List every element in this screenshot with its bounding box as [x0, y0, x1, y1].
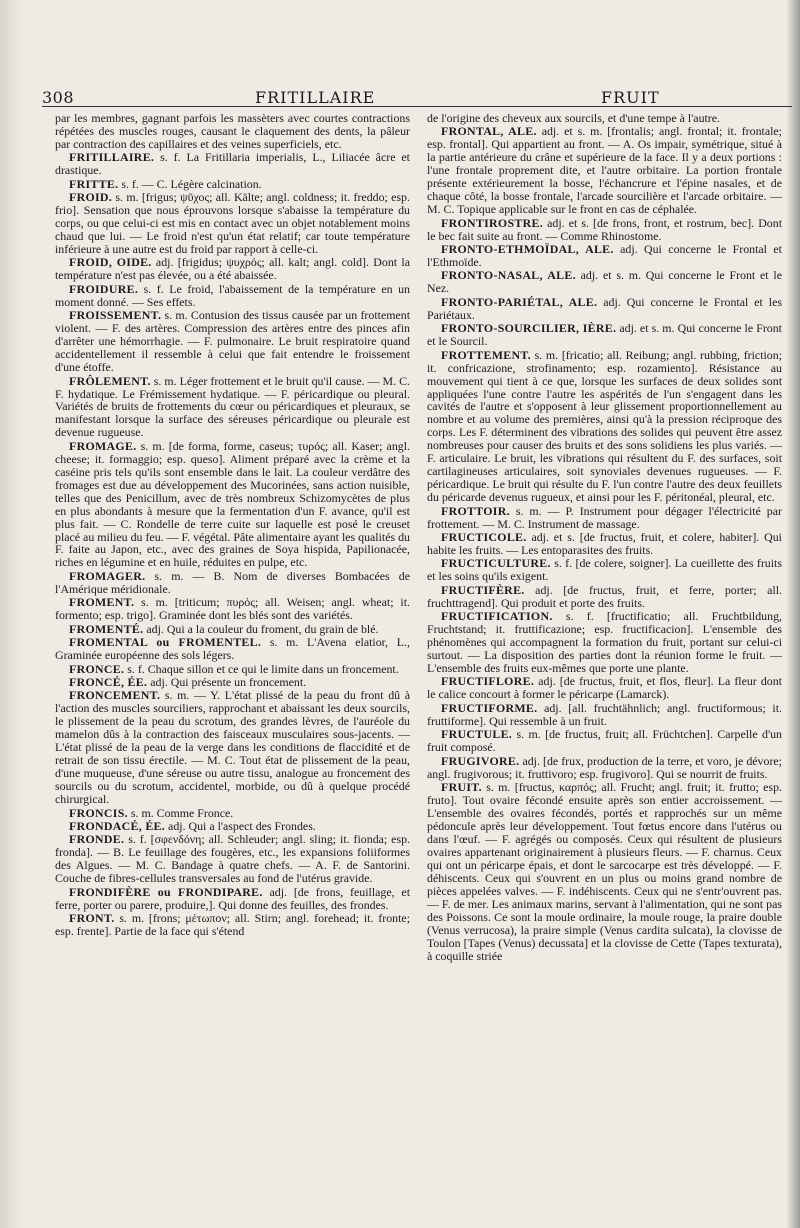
entry-text: s. m. [frigus; ψῦχος; all. Kälte; angl. coldness; it. freddo; esp. frio]. Sensation que nous éprouvons lorsque s'abaisse la température du corps, ou que celui-ci est mis en contact avec un objet notablement moins chaud que lui. — Le froid n'est qu'un état relatif; car toute température inférieure à une autre est du froid par rapport à celle-ci. [55, 190, 410, 257]
entry-text: s. f. — C. Légère calcination. [121, 176, 262, 191]
dictionary-entry [55, 440, 410, 570]
dictionary-entry [427, 557, 782, 583]
dictionary-entry [427, 217, 782, 243]
entry-headword: FRONCIS. [69, 805, 128, 820]
entry-text: s. m. — B. Nom de diverses Bombacées de l'Amérique méridionale. [55, 568, 410, 596]
entry-text: s. m. [de fructus, fruit; all. Früchtchen]. Carpelle d'un fruit composé. [427, 727, 782, 755]
dictionary-entry [55, 833, 410, 885]
entry-headword: FROTTOIR. [441, 503, 510, 518]
dictionary-entry [55, 807, 410, 820]
dictionary-entry [55, 256, 410, 282]
entry-text: de l'origine des cheveux aux sourcils, et d'une tempe à l'autre. [427, 111, 721, 125]
entry-text: s. m. [fricatio; all. Reibung; angl. rubbing, friction; it. confricazione, strofinamento; esp. rozamiento]. Résistance au mouvement qui tient à ce que, lorsque les surfaces de deux solides sont appliquées l'une contre l'autre les aspérités de l'un s'engagent dans les cavités de l'autre et s'opposent à leur glissement proportionnellement au nombre et au volume des premières, ainsi qu'à la pression réciproque des corps. Les F. déterminent des vibrations des solides qui peuvent être assez nombreuses pour causer des bruits et des sons solidiens les plus variés. — F. articulaire. Le bruit, les vibrations qui résultent du F. des surfaces, soit cartilagineuses articulaires, soit synoviales devenues rugueuses. — F. péricardique. Le bruit qui résulte du F. l'un contre l'autre des deux feuillets du péricarde devenus rugueux, et ainsi pour les F. péritonéal, pleural, etc. [427, 347, 782, 505]
header-rule [42, 106, 792, 107]
entry-headword: FRONTIROSTRE. [441, 215, 544, 230]
entry-headword: FRONTAL, ALE. [441, 124, 537, 139]
dictionary-entry [55, 820, 410, 833]
entry-text: adj. Qui a la couleur du froment, du grain de blé. [146, 621, 379, 636]
entry-text: adj. Qui concerne le Frontal et les Pariétaux. [427, 294, 782, 322]
dictionary-entry [427, 322, 782, 348]
page-left-shade [0, 0, 22, 1228]
entry-headword: FROIDURE. [69, 281, 139, 296]
entry-headword: FRONT. [69, 911, 115, 926]
entry-headword: FROMAGE. [69, 438, 137, 453]
entry-headword: FRUCTIFORME. [441, 700, 538, 715]
entry-headword: FRUCTULE. [441, 727, 513, 742]
entry-headword: FRUIT. [441, 780, 482, 795]
dictionary-entry [427, 781, 782, 962]
entry-text: s. m. [fructus, καρπός; all. Frucht; angl. fruit; it. frutto; esp. fruto]. Tout ovaire fécondé ensuite après son entier accroissement. — L'ensemble des ovaires fécondés, portés et rapprochés sur un même pédoncule après leur développement. Tout fœtus encore dans l'utérus ou dans l'œuf. — F. agrégés ou composés. Ceux qui résultent de plusieurs ovaires appartenant originairement à plusieurs fleurs. — F. charnus. Ceux qui ont un péricarpe épais, et dont le sarcocarpe est très développé. — F. déhiscents. Ceux qui s'ouvrent en un plus ou moins grand nombre de pièces appelées valves. — F. indéhiscents. Ceux qui ne s'entr'ouvrent pas. — F. de mer. Les animaux marins, servant à l'alimentation, qui ne sont pas des Poissons. Ce sont la moule ordinaire, la moule rouge, la praire double (Venus verrucosa), la praire simple (Venus cardita sulcata), la clovisse de Toulon [Tapes (Venus) decussata] et la clovisse de Cette (Tapes texturata), à coquille striée [427, 780, 782, 963]
dictionary-entry [427, 296, 782, 322]
running-head-left: FRITILLAIRE [255, 88, 376, 107]
entry-headword: FRONTO-NASAL, ALE. [441, 268, 576, 283]
dictionary-entry [55, 309, 410, 374]
entry-headword: FROISSEMENT. [69, 308, 162, 323]
entry-text: s. f. Chaque sillon et ce qui le limite dans un froncement. [127, 661, 399, 676]
entry-text: s. m. Comme Fronce. [130, 805, 234, 820]
entry-text: s. f. [de colere, soigner]. La cueillette des fruits et les soins qu'ils exigent. [427, 556, 782, 584]
entry-headword: FRÔLEMENT. [69, 373, 151, 388]
dictionary-entry [427, 702, 782, 728]
page-number: 308 [42, 88, 75, 107]
entry-text: adj. [de fructus, fruit, et flos, fleur]. La fleur dont le calice concourt à former le péricarpe (Lamarck). [427, 674, 782, 702]
entry-text: adj. Qui a l'aspect des Frondes. [168, 818, 316, 833]
entry-text: adj. [frigidus; ψυχρός; all. kalt; angl. cold]. Dont la température n'est pas élevée, ou a été abaissée. [55, 255, 410, 283]
dictionary-entry [427, 610, 782, 675]
dictionary-entry [55, 151, 410, 177]
dictionary-entry [427, 728, 782, 754]
entry-headword: FRITTE. [69, 176, 119, 191]
page-header [0, 0, 800, 120]
entry-text: s. m. [frons; μέτωπον; all. Stirn; angl. forehead; it. fronte; esp. frente]. Partie de la face qui s'étend [55, 911, 410, 939]
dictionary-entry [55, 112, 410, 151]
entry-text: adj. Qui présente un froncement. [150, 674, 307, 689]
entry-headword: FRUCTIFÈRE. [441, 582, 525, 597]
dictionary-entry [55, 676, 410, 689]
entry-headword: FRONCÉ, ÉE. [69, 674, 148, 689]
dictionary-entry [55, 912, 410, 938]
entry-text: adj. et s. m. Qui concerne le Front et le Nez. [427, 268, 782, 296]
dictionary-entry [55, 375, 410, 440]
entry-text: par les membres, gagnant parfois les massèters avec courtes contractions répétées des muscles rouges, causant le claquement des dents, la pâleur par contraction des capillaires et des veines superficiels, etc. [55, 111, 410, 151]
dictionary-entry [427, 755, 782, 781]
entry-headword: FROMENT. [69, 595, 135, 610]
entry-text: s. m. — P. Instrument pour dégager l'électricité par frottement. — M. C. Instrument de massage. [427, 503, 782, 531]
entry-text: adj. Qui concerne le Frontal et l'Ethmoïde. [427, 242, 782, 269]
dictionary-entry [55, 663, 410, 676]
entry-text: s. f. La Fritillaria imperialis, L., Liliacée âcre et drastique. [55, 150, 410, 178]
entry-headword: FRONDACÉ, ÉE. [69, 818, 166, 833]
dictionary-entry [427, 531, 782, 557]
entry-text: s. f. [fructificatio; all. Fruchtbildung, Fruchtstand; it. fruttificazione; esp. fructificacion]. L'ensemble des phénomènes qui accompagnent la formation du fruit, portant sur celui-ci surtout. — La disposition des parties dont la réunion forme le fruit. — L'ensemble des fruits eux-mêmes que porte une plante. [427, 609, 782, 676]
dictionary-entry [427, 675, 782, 701]
dictionary-entry [55, 283, 410, 309]
entry-headword: FRONDIFÈRE ou FRONDIPARE. [69, 884, 263, 899]
dictionary-entry [55, 178, 410, 191]
entry-headword: FRONTO-ETHMOÏDAL, ALE. [441, 242, 614, 257]
entry-text: adj. et s. m. Qui concerne le Front et le Sourcil. [427, 321, 782, 349]
entry-headword: FROTTEMENT. [441, 347, 531, 362]
dictionary-entry [427, 243, 782, 269]
entry-headword: FRITILLAIRE. [69, 150, 155, 165]
entry-text: adj. et s. m. [frontalis; angl. frontal; it. frontale; esp. frontal]. Qui appartient au front. — A. Os impair, symétrique, situé à la partie antérieure du crâne et supérieure de la face. Il y a deux portions : l'une frontale proprement dite, et l'autre orbitaire. La portion frontale présente extérieurement la bosse, l'échancrure et l'épine nasales, et de chaque côté, la bosse frontale, l'arcade sourcilière et l'arcade orbitaire. — M. C. Topique applicable sur le front en cas de céphalée. [427, 124, 782, 217]
entry-headword: FROMENTAL ou FROMENTEL. [69, 635, 262, 650]
entry-headword: FRONDE. [69, 832, 125, 847]
dictionary-entry [427, 112, 782, 125]
entry-headword: FRUCTICOLE. [441, 530, 527, 544]
entry-headword: FRONCE. [69, 661, 125, 676]
dictionary-entry [55, 191, 410, 256]
left-column [55, 112, 410, 939]
dictionary-entry [427, 349, 782, 504]
entry-headword: FRUCTIFICATION. [441, 609, 553, 624]
entry-text: s. m. Léger frottement et le bruit qu'il cause. — M. C. F. hydatique. Le Frémissement hydatique. — F. péricardique ou pleural. Variétés de bruits de frottements du cœur ou péricardiques et pleuraux, se manifestant lorsque la surface des séreuses péricardique ou pleurale est devenue rugueuse. [55, 373, 410, 440]
dictionary-entry [55, 623, 410, 636]
dictionary-entry [55, 636, 410, 662]
page-edge-shadow [786, 0, 800, 1228]
entry-text: adj. [all. fruchtähnlich; angl. fructiformous; it. fruttiforme]. Qui ressemble à un fruit. [427, 700, 782, 728]
entry-headword: FROMENTÉ. [69, 621, 144, 636]
entry-headword: FROMAGER. [69, 568, 146, 583]
entry-headword: FRONTO-SOURCILIER, IÈRE. [441, 321, 617, 336]
dictionary-entry [55, 570, 410, 596]
running-head-right: FRUIT [601, 88, 660, 107]
entry-text: s. m. L'Avena elatior, L., Graminée européenne des sols légers. [55, 635, 411, 663]
dictionary-entry [55, 596, 410, 622]
dictionary-entry [427, 269, 782, 295]
entry-text: s. m. [triticum; πυρός; all. Weisen; angl. wheat; it. formento; esp. trigo]. Graminée dont les blés sont des variétés. [55, 595, 410, 623]
entry-text: adj. et s. [de fructus, fruit, et colere, habiter]. Qui habite les fruits. — Les entoparasites des fruits. [427, 530, 782, 557]
entry-text: s. m. [de forma, forme, caseus; τυρός; all. Kaser; angl. cheese; it. formaggio; esp. queso]. Aliment préparé avec la crème et la caséine pris tels qu'ils sont ensemble dans le lait. La couleur verdâtre des fromages est due au développement des Mucorinées, sans action nuisible, telles que des Penicillum, avec de très nombreux Schizomycètes de plus en plus abondants à mesure que la fermentation d'un F. avance, qu'il est plus fait. — C. Rondelle de terre cuite sur laquelle est posé le creuset placé au milieu du feu. — F. végétal. Pâte alimentaire ayant les qualités du F. faite au Japon, etc., avec des graines de Soya hispida, Papilionacée, riches en légumine et en huile, réduites en pulpe, etc. [55, 438, 410, 570]
entry-text: adj. [de frons, feuillage, et ferre, porter ou parere, produire,]. Qui donne des feuilles, des frondes. [55, 884, 410, 912]
entry-headword: FRONCEMENT. [69, 688, 161, 703]
entry-text: adj. [de fructus, fruit, et ferre, porter; all. fruchttragend]. Qui produit et porte des fruits. [427, 582, 782, 610]
entry-text: s. m. — Y. L'état plissé de la peau du front dû à l'action des muscles sourciliers, rapprochant et abaissant les deux sourcils, le plissement de la peau du scrotum, des grandes lèvres, de l'auréole du mamelon dûs à la contraction des faisceaux musculaires sous-jacents. — L'état plissé de la peau de la verge dans les conditions de flaccidité et de retrait de son tissu érectile. — M. C. Tout état de plissement de la peau, d'une muqueuse, d'une séreuse ou autre tissu, analogue au froncement des sourcils ou du scrotum, accidentel, morbide, ou dû à quelque procédé chirurgical. [55, 688, 410, 807]
entry-headword: FRONTO-PARIÉTAL, ALE. [441, 294, 598, 309]
entry-headword: FRUCTIFLORE. [441, 674, 535, 689]
dictionary-entry [55, 689, 410, 806]
dictionary-entry [55, 886, 410, 912]
entry-headword: FRUCTICULTURE. [441, 556, 551, 571]
entry-text: s. f. Le froid, l'abaissement de la température en un moment donné. — Ses effets. [55, 281, 410, 309]
entry-headword: FROID. [69, 190, 113, 205]
dictionary-entry [427, 584, 782, 610]
entry-text: s. f. [σφενδόνη; all. Schleuder; angl. sling; it. fionda; esp. fronda]. — B. Le feuillage des fougères, etc., les expansions foliiformes des Algues. — M. C. Bandage à quatre chefs. — A. F. de Santorini. Couche de fibres-cellules transversales au fond de l'utérus gravide. [55, 832, 410, 886]
right-column [427, 112, 782, 963]
entry-headword: FROID, OIDE. [69, 255, 152, 270]
dictionary-entry [427, 505, 782, 531]
entry-text: s. m. Contusion des tissus causée par un frottement violent. — F. des artères. Compression des artères entre des pinces afin d'arrêter une hémorrhagie. — F. pulmonaire. Le bruit respiratoire quand accidentellement il ressemble à celui que fait entendre le froissement d'une étoffe. [55, 308, 410, 375]
entry-text: adj. et s. [de frons, front, et rostrum, bec]. Dont le bec fait suite au front. — Comme Rhinostome. [427, 215, 782, 243]
entry-headword: FRUGIVORE. [441, 753, 520, 768]
dictionary-entry [427, 125, 782, 216]
entry-text: adj. [de frux, production de la terre, et voro, je dévore; angl. frugivorous; it. fruttivoro; esp. frugivoro]. Qui se nourrit de fruits. [427, 753, 782, 781]
